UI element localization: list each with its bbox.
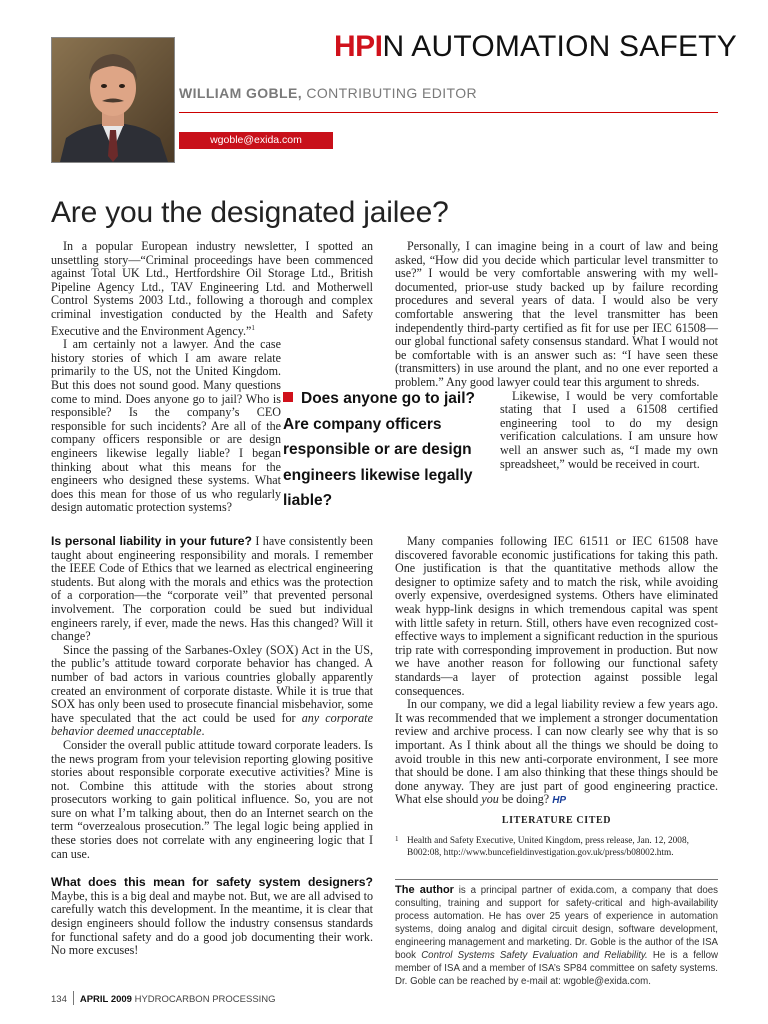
right-paragraph-3 bbox=[395, 535, 718, 698]
pull-quote-square-icon bbox=[283, 392, 293, 402]
author-bio-book: Control Systems Safety Evaluation and Reliability. bbox=[421, 950, 648, 961]
literature-item bbox=[395, 835, 718, 859]
pull-quote-text: Does anyone go to jail? Are company officers responsible or are design engineers likewise legally liable? bbox=[283, 390, 475, 509]
column-title bbox=[334, 30, 737, 64]
author-bio-text-1: is a principal partner of exida.com, a company that does consulting, training and support for safety-critical and high-availability process automation. He has over 25 years of experience in automation systems, doing analog and digital circuit design, software development, engineering management and marketing. Dr. Goble is the author of the ISA book bbox=[395, 885, 718, 961]
right-column-top bbox=[395, 240, 718, 471]
subhead-safety-designers: What does this mean for safety system designers? bbox=[51, 875, 373, 890]
left-paragraph-4-end: . bbox=[201, 724, 205, 739]
author-portrait-illustration bbox=[52, 38, 174, 162]
hp-end-mark-icon: HP bbox=[552, 795, 567, 807]
author-name: WILLIAM GOBLE, bbox=[179, 85, 303, 101]
subhead-personal-liability: Is personal liability in your future? bbox=[51, 534, 252, 548]
left-paragraph-5 bbox=[51, 739, 373, 861]
right-paragraph-4-text: In our company, we did a legal liability review a few years ago. It was recommended that we implement a stronger documentation review and archive process. I can now clearly see why that is so important. As I think about all the things we should be doing to avoid trouble in this new anti-corporate environment, I see more that should be done. I am also thinking that these things should be done anyway. They are just part of good engineering practice. What else should bbox=[395, 697, 718, 807]
left-paragraph-4 bbox=[51, 644, 373, 739]
right-paragraph-2 bbox=[395, 390, 718, 472]
left-paragraph-3-text: I have consistently been taught about engineering responsibility and morals. I remember the IEEE Code of Ethics that we learned as electrical engineering students. But along with the morals and ethics was the protection of a corporation—the “corporate veil” that prevented personal involvement. The corporation could be sued but individual engineers rarely, if ever, made the news. Has this changed? Will it change? bbox=[51, 534, 373, 644]
left-paragraph-6 bbox=[51, 876, 373, 958]
right-paragraph-3-text: Many companies following IEC 61511 or IEC 61508 have discovered favorable economic justifications for taking this path. One justification is that the quantitative methods allow the designer to optimize safety and to match the risk, while avoiding overly expensive, overdesigned systems. Others have eliminated weak hypp-link designs in which tremendous capital was spent with little safety in return. Still, others have even recognized cost-effective ways to implement a significant reduction in the spurious trip rate with corresponding improvement in production. But now we have another reason for following our functional safety standards—a layer of protection against possible legal consequences. bbox=[395, 534, 718, 698]
column-name: N AUTOMATION SAFETY bbox=[382, 30, 737, 63]
author-bio bbox=[395, 884, 718, 988]
right-paragraph-1 bbox=[395, 240, 718, 390]
right-paragraph-4-end: be doing? bbox=[498, 792, 553, 807]
footer-publication: HYDROCARBON PROCESSING bbox=[134, 994, 276, 1005]
left-paragraph-1 bbox=[51, 240, 373, 338]
author-email-link[interactable]: wgoble@exida.com bbox=[179, 132, 333, 149]
byline bbox=[179, 85, 477, 101]
article-headline: Are you the designated jailee? bbox=[51, 196, 449, 229]
literature-heading: LITERATURE CITED bbox=[501, 815, 612, 826]
left-paragraph-4-italic: any corporate behavior deemed unacceptable bbox=[51, 710, 374, 739]
right-paragraph-4 bbox=[395, 698, 718, 808]
left-paragraph-5-text: Consider the overall public attitude toward corporate leaders. Is the news program from your television reporting glowing positive stories about responsible corporate executive activities? Mine is not. Combine this attitude with the stories about strong prosecutors working to gain political influence. So, you are not sure on what I’m talking about, then do an Internet search on the term “overzealous prosecution.” The legal logic being applied in these stories does not correlate with any engineering logic that I can use. bbox=[51, 737, 373, 861]
right-column-main bbox=[395, 535, 718, 808]
left-paragraph-3 bbox=[51, 535, 373, 644]
author-bio-lead: The author bbox=[395, 884, 454, 896]
author-bio-text-2: He is a fellow member of ISA and a member of ISA’s SP84 committee on safety systems. Dr. Goble can be reached by e-mail at: wgoble@exida.com. bbox=[395, 950, 718, 987]
literature-cited bbox=[395, 815, 718, 859]
footnote-ref: 1 bbox=[251, 323, 255, 332]
page-footer bbox=[51, 991, 276, 1005]
author-box-divider bbox=[395, 879, 718, 880]
author-photo bbox=[51, 37, 175, 163]
left-paragraph-2-text: I am certainly not a lawyer. And the case history stories of which I am aware relate primarily to the US, not the United Kingdom. But this does not sound good. Many questions come to mind. Does anyone go to jail? Who is responsible? Is the company’s CEO responsible for such incidents? Are all of the company officers responsible or are design engineers likewise legally liable? I began thinking about what this means for the engineers who designed these systems. What does this mean for those of us who regularly design automatic protection systems? bbox=[51, 337, 281, 515]
hpi-brand: HPI bbox=[334, 30, 383, 63]
right-paragraph-2-text: Likewise, I would be very comfortable stating that I used a 61508 certified engineering tool to do my design verification calculations. I am unsure how well an answer such as, “I made my own spreadsheet,” would be received in court. bbox=[500, 388, 718, 471]
header-divider bbox=[179, 112, 718, 113]
right-paragraph-1-text: Personally, I can imagine being in a court of law and being asked, “How did you decide which particular level transmitter to use?” I would be very comfortable answering with my well-documented, prior-use study backed up by failure recording procedures and several years of data. I would also be very comfortable answering that the level transmitter has been independently third-party certified as fit for use per IEC 61508—our global functional safety consensus standard. What I would not be comfortable with is an answer such as: “I have seen these (transmitters) in use around the plant, and no one ever reported a problem.” Any good lawyer could tear this argument to shreds. bbox=[395, 239, 718, 389]
footer-issue: APRIL 2009 bbox=[79, 994, 132, 1005]
left-column-main bbox=[51, 535, 373, 958]
literature-number: 1 bbox=[395, 835, 399, 843]
footer-separator bbox=[73, 991, 74, 1005]
literature-text: Health and Safety Executive, United Kingdom, press release, Jan. 12, 2008, B002:08, http://www.buncefieldinvestigation.gov.uk/press/b08002.htm. bbox=[407, 836, 689, 858]
right-paragraph-4-italic: you bbox=[481, 792, 499, 807]
author-role: CONTRIBUTING EDITOR bbox=[302, 85, 477, 101]
left-paragraph-4-text: Since the passing of the Sarbanes-Oxley (SOX) Act in the US, the public’s attitude toward corporate behavior has changed. A number of bad actors in various countries globally apparently created an environment of corporate distaste. While it is true that SOX has only been used to prosecute financial misbehavior, some have speculated that the act could be used for bbox=[51, 642, 373, 725]
left-paragraph-1-text: In a popular European industry newsletter, I spotted an unsettling story—“Criminal proceedings have been commenced against Total UK Ltd., Hertfordshire Oil Storage Ltd., British Pipeline Agency Ltd., TAV Engineering Ltd. and Motherwell Control Systems 2003 Ltd., following a thorough and complex criminal investigation conducted by the Health and Safety Executive and the Environment Agency.” bbox=[51, 239, 373, 338]
left-paragraph-6-text: Maybe, this is a big deal and maybe not. But, we are all advised to carefully watch this development. In the meantime, it is clear that design engineers should follow the industry consensus standards for functional safety and do a good job documenting their work. No more excuses! bbox=[51, 888, 373, 958]
page-number: 134 bbox=[51, 994, 67, 1005]
